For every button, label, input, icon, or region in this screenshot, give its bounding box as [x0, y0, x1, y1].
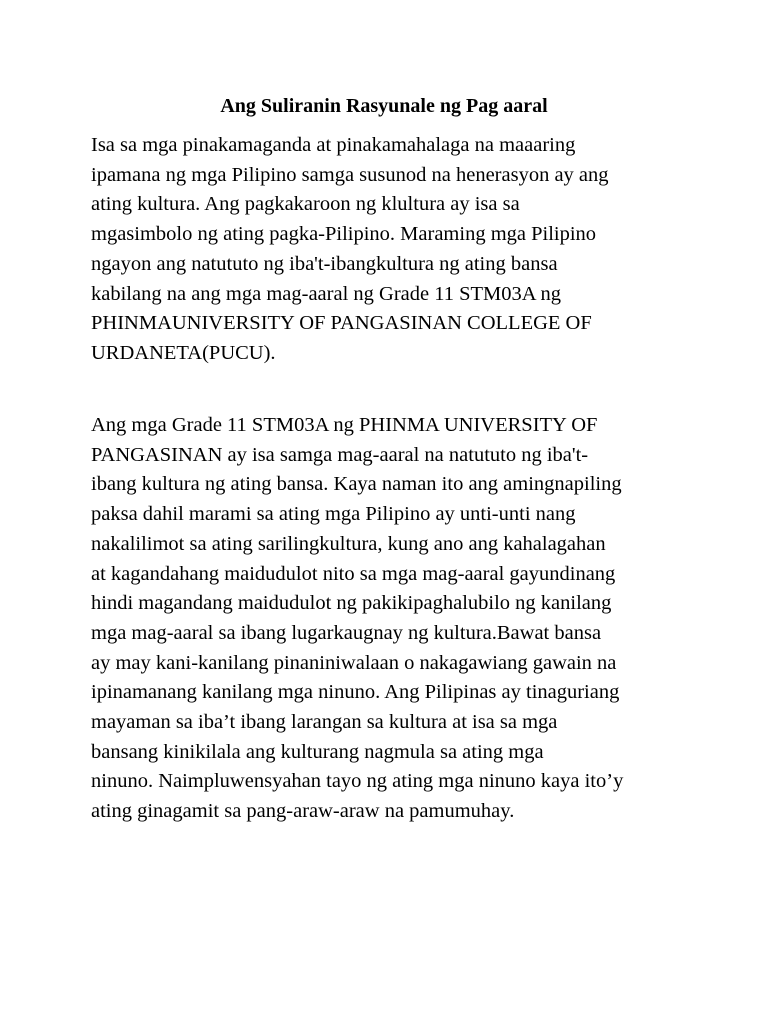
text-line: ating ginagamit sa pang-araw-araw na pamumuhay. [91, 800, 515, 823]
text-line: ipinamanang kanilang mga ninuno. Ang Pilipinas ay tinaguriang [91, 681, 620, 704]
paragraph-2 [91, 411, 711, 827]
paragraph-1 [91, 131, 711, 369]
text-line: URDANETA(PUCU). [91, 341, 276, 364]
text-line: Ang mga Grade 11 STM03A ng PHINMA UNIVERSITY OF [91, 414, 598, 436]
text-line: mayaman sa iba’t ibang larangan sa kultura at isa sa mga [91, 711, 558, 734]
text-line: mga mag-aaral sa ibang lugarkaugnay ng kultura.Bawat bansa [91, 621, 602, 644]
text-line: PANGASINAN ay isa samga mag-aaral na natututo ng iba't- [91, 443, 589, 466]
text-line: ngayon ang natututo ng iba't-ibangkultura ng ating bansa [91, 252, 558, 275]
text-line: ipamana ng mga Pilipino samga susunod na henerasyon ay ang [91, 163, 609, 186]
text-line: ay may kani-kanilang pinaniniwalaan o nakagawiang gawain na [91, 651, 617, 674]
text-line: hindi magandang maidudulot ng pakikipaghalubilo ng kanilang [91, 592, 612, 615]
text-line: bansang kinikilala ang kulturang nagmula sa ating mga [91, 740, 544, 763]
text-line: paksa dahil marami sa ating mga Pilipino ay unti-unti nang [91, 503, 576, 526]
text-line: ibang kultura ng ating bansa. Kaya naman ito ang amingnapiling [91, 473, 622, 496]
text-line: PHINMAUNIVERSITY OF PANGASINAN COLLEGE OF [91, 312, 592, 335]
text-line: nakalilimot sa ating sarilingkultura, kung ano ang kahalagahan [91, 532, 606, 555]
text-line: ninuno. Naimpluwensyahan tayo ng ating mga ninuno kaya ito’y [91, 770, 624, 793]
text-line: Isa sa mga pinakamaganda at pinakamahalaga na maaaring [91, 134, 576, 156]
document-title: Ang Suliranin Rasyunale ng Pag aaral [220, 95, 548, 117]
text-line: at kagandahang maidudulot nito sa mga mag-aaral gayundinang [91, 562, 616, 585]
text-line: ating kultura. Ang pagkakaroon ng klultura ay isa sa [91, 193, 520, 216]
text-line: kabilang na ang mga mag-aaral ng Grade 11 STM03A ng [91, 282, 562, 305]
text-line: mgasimbolo ng ating pagka-Pilipino. Maraming mga Pilipino [91, 223, 597, 246]
